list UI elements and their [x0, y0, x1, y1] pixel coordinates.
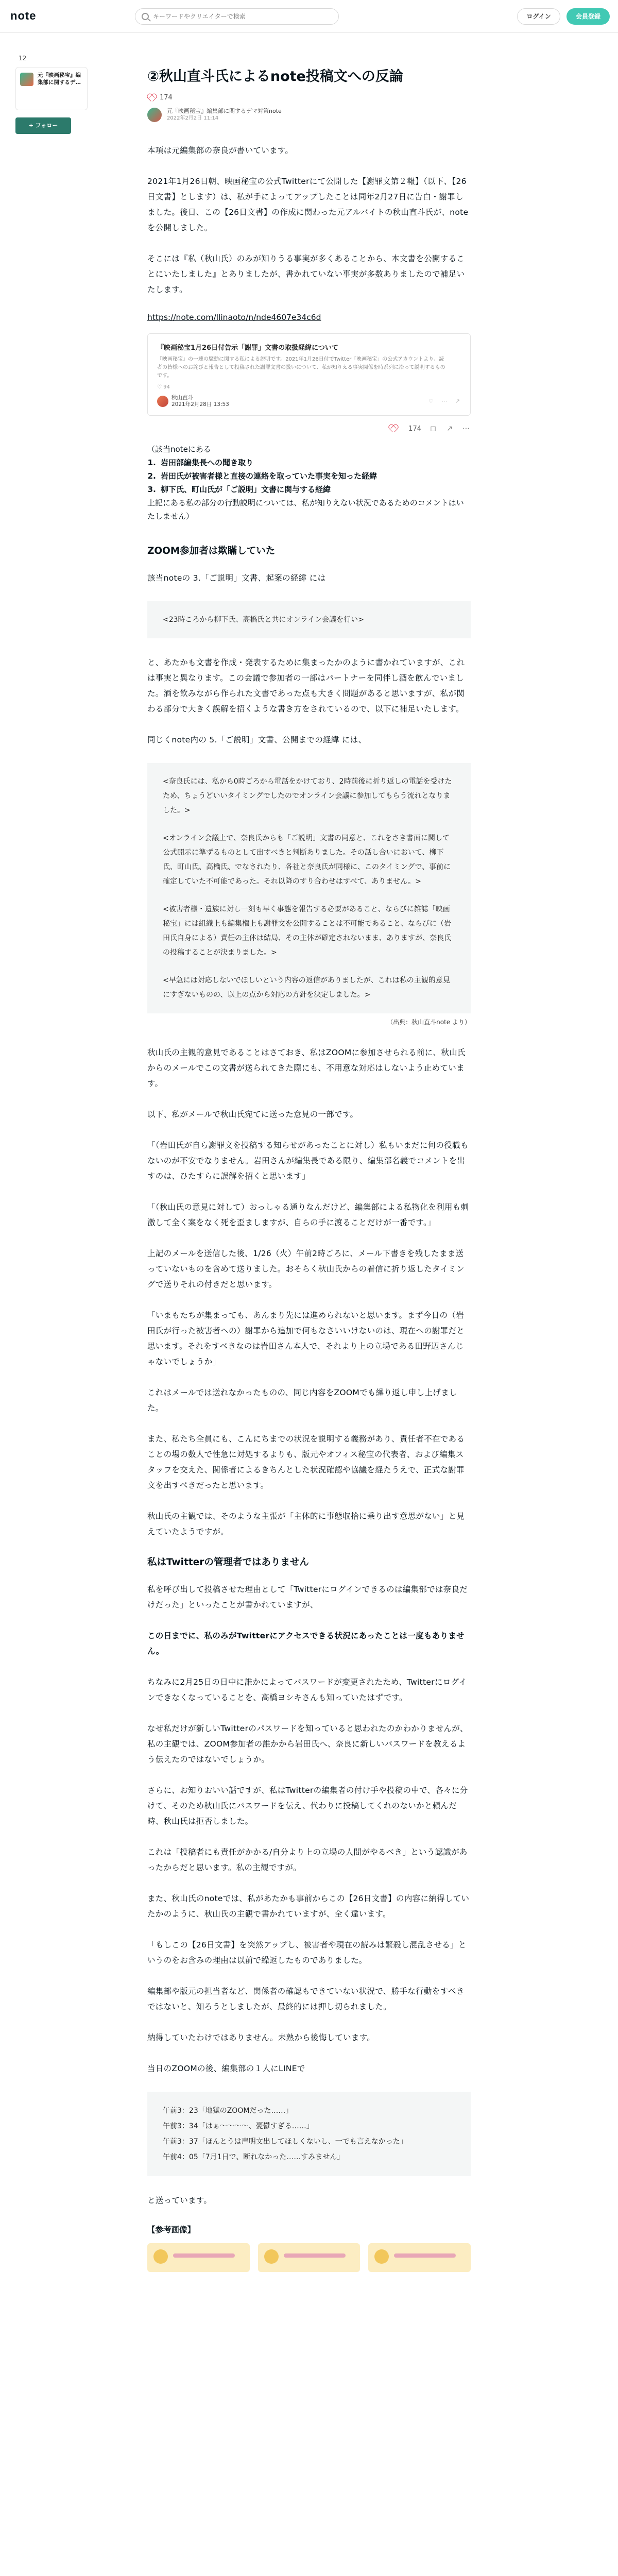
embedded-note-card[interactable] — [147, 333, 471, 416]
paragraph: と送っています。 — [147, 2196, 212, 2205]
paragraph-bold: この日までに、私のみがTwitterにアクセスできる状況にあったことは一度もありません。 — [147, 1631, 465, 1656]
paragraph: そこには『私（秋山氏）のみが知りうる事実が多くあることから、本文書を公開することにいたしました』とありましたが、書かれていない事実が多数ありましたので補足いたします。 — [147, 254, 465, 294]
embed-author-avatar — [157, 396, 168, 407]
paragraph: 秋山氏の主観では、そのような主張が「主体的に事態収拾に乗り出す意思がない」と見えていたようですが。 — [147, 1512, 465, 1536]
paragraph: 私を呼び出して投稿させた理由として「Twitterにログインできるのは編集部では奈良だけだった」といったことが書かれていますが、 — [147, 1585, 468, 1609]
reference-label: 【参考画像】 — [147, 2225, 196, 2234]
line-message-box — [147, 2092, 471, 2176]
magazine-card[interactable] — [15, 67, 88, 110]
search-icon — [142, 13, 149, 20]
paragraph: これは「投稿者にも責任がかかる/自分より上の立場の人間がやるべき」という認識があったからだと思います。私の主観ですが。 — [147, 1848, 468, 1872]
line-message: 午前3：34「はぁ〜〜〜〜、憂鬱すぎる……」 — [163, 2122, 314, 2130]
summary-item: 1. 岩田部編集長への聞き取り — [159, 456, 471, 469]
like-count-top[interactable] — [147, 94, 471, 101]
magazine-thumbnail — [20, 73, 33, 86]
paragraph: 同じくnote内の 5.「ご説明」文書、公開までの経緯 には、 — [147, 735, 367, 744]
search-input[interactable] — [153, 13, 328, 20]
paragraph: 「いまもたちが集まっても、あんまり先には進められないと思います。まず今日の（岩田氏が行った被害者への）謝罪から追加で何もなさいいけないのは、現在への謝罪だと思います。それをすべきなのは岩田さん本人で、それより上の立場である田野辺さんじゃないでしょうか」 — [147, 1311, 465, 1366]
avatar[interactable] — [147, 108, 162, 122]
summary-item: 3. 柳下氏、町山氏が「ご説明」文書に関与する経緯 — [159, 483, 471, 496]
paragraph: また、秋山氏のnoteでは、私があたかも事前からこの【26日文書】の内容に納得していたかのように、秋山氏の主観で書かれていますが、全く違います。 — [147, 1894, 470, 1919]
line-message: 午前3：37「ほんとうは声明文出してほしくないし、一でも言えなかった」 — [163, 2138, 407, 2146]
paragraph: これはメールでは送れなかったものの、同じ内容をZOOMでも繰り返し申し上げました。 — [147, 1388, 457, 1413]
reference-images — [147, 2243, 471, 2272]
line-message: 午前4：05「7月1日で、断れなかった……すみません」 — [163, 2153, 345, 2161]
embed-author-name: 秋山直斗 — [171, 395, 193, 401]
like-count: 174 — [408, 425, 421, 433]
paragraph: 2021年1月26日朝、映画秘宝の公式Twitterにて公開した【謝罪文第２報】（以下、【26日文書】とします）は、私が手によってアップしたことは同年2月27日に告白・謝罪しました。後日、この【26日文書】の作成に関わった元アルバイトの秋山直斗氏が、noteを公開しました。 — [147, 177, 469, 232]
paragraph: 本項は元編集部の奈良が書いています。 — [147, 146, 294, 155]
paragraph: 編集部や版元の担当者など、関係者の確認もできていない状況で、勝手な行動をすべきではないと、知ろうとしましたが、最終的には押し切られました。 — [147, 1987, 465, 2011]
summary-list — [147, 443, 471, 523]
quote-text: <奈良氏には、私から0時ごろから電話をかけており、2時前後に折り返しの電話を受けたため、ちょうどいいタイミングでしたのでオンライン会議に参加してもらう流れとなりました。> — [163, 777, 452, 815]
paragraph: さらに、お知りおいい話ですが、私はTwitterの編集者の付け手や投稿の中で、各々に分けて、そのため秋山氏にパスワードを伝え、代わりに投稿してくれのないかと頼んだ時、秋山氏は拒否しました。 — [147, 1786, 468, 1826]
article — [147, 67, 471, 2272]
line-message: 午前3：23「地獄のZOOMだった……」 — [163, 2107, 293, 2115]
embed-like-count: ♡ 94 — [157, 384, 170, 390]
section-heading: ZOOM参加者は欺瞞していた — [147, 546, 276, 556]
quote-box — [147, 601, 471, 638]
reference-image[interactable] — [147, 2243, 250, 2272]
section-heading: 私はTwitterの管理者ではありません — [147, 1557, 309, 1568]
site-header — [0, 0, 618, 33]
comment-icon[interactable]: ◻ — [430, 425, 436, 433]
note-link[interactable]: https://note.com/llinaoto/n/nde4607e34c6d — [147, 313, 321, 322]
embed-title: 『映画秘宝1月26日付告示「謝罪」文書の取扱経緯について — [157, 344, 338, 352]
summary-item: 2. 岩田氏が被害者様と直接の連絡を取っていた事実を知った経緯 — [159, 469, 471, 483]
more-icon[interactable]: ⋯ — [462, 425, 470, 433]
article-title: ②秋山直斗氏によるnote投稿文への反論 — [147, 69, 403, 84]
quote-source[interactable]: （出典：秋山直斗note より） — [387, 1019, 471, 1026]
paragraph: 該当noteの 3.「ご説明」文書、起案の経緯 には — [147, 573, 326, 583]
heart-icon — [147, 94, 156, 101]
summary-head: （該当noteにある — [147, 445, 211, 454]
signup-button[interactable]: 会員登録 — [566, 8, 610, 25]
paragraph: 以下、私がメールで秋山氏宛てに送った意見の一部です。 — [147, 1110, 358, 1119]
paragraph: なぜ私だけが新しいTwitterのパスワードを知っていると思われたのかわかりませんが、私の主観では、ZOOM参加者の誰かから岩田氏へ、奈良に新しいパスワードを教えるよう伝えたのではないでしょうか。 — [147, 1724, 468, 1764]
article-actions — [147, 424, 471, 433]
embed-author — [171, 395, 229, 408]
summary-items — [159, 456, 471, 496]
magazine-title: 元『映画秘宝』編集部に関するデ… — [38, 72, 81, 86]
search-box[interactable] — [135, 8, 339, 25]
embed-author-date: 2021年2月28日 13:53 — [171, 401, 229, 408]
paragraph: ちなみに2月25日の日中に誰かによってパスワードが変更されたため、Twitterにログインできなくなっていることを、高橋ヨシキさんも知っていたはずです。 — [147, 1677, 467, 1702]
like-heart-icon[interactable] — [389, 425, 397, 432]
embed-action-icons[interactable]: ♡ ⋯ ↗ — [428, 398, 463, 404]
reference-image[interactable] — [368, 2243, 471, 2272]
author-block[interactable] — [147, 108, 471, 122]
paragraph: 当日のZOOMの後、編集部の１人にLINEで — [147, 2064, 305, 2073]
paragraph: 秋山氏の主観的意見であることはさておき、私はZOOMに参加させられる前に、秋山氏からのメールでこの文書が送られてきた際にも、不用意な対応はしないよう止めています。 — [147, 1048, 466, 1088]
paragraph: 「もしこの【26日文書】を突然アップし、被害者や現在の読みは繁殺し混乱させる」というのをお含みの理由は以前で繰返したものでありました。 — [147, 1940, 467, 1965]
paragraph: 上記のメールを送信した後、1/26（火）午前2時ごろに、メール下書きを残したまま送っていないものを含めて送りました。おそらく秋山氏からの着信に折り返したタイミングで送りそれの付きだと思います。 — [147, 1249, 465, 1289]
author-name[interactable]: 元『映画秘宝』編集部に関するデマ対策note — [167, 108, 282, 114]
quote-text: <オンライン会議上で、奈良氏からも「ご説明」文書の同意と、これをさき書面に関して公式開示に準ずるものとして出すべきと判断ありました。その話し合いにおいて、柳下氏、町山氏、高橋氏、でなされたり、各社と奈良氏が同様に、このタイミングで、事前に確定していた不可能であった。それ以降のすり合わせはすべて、ありません。> — [163, 834, 451, 886]
share-icon[interactable]: ↗ — [447, 425, 453, 433]
paragraph: 「（秋山氏の意見に対して）おっしゃる通りなんだけど、編集部による私物化を利用も刺激して全く案をなく死を歪ましますが、自らの手に渡ることだけが一番です。」 — [147, 1202, 469, 1227]
paragraph: 納得していたわけではありません。未熟から後悔しています。 — [147, 2033, 375, 2042]
paragraph: 「（岩田氏が自ら謝罪文を投稿する知らせがあったことに対し）私もいまだに何の役職もないのが不安でなりません。岩田さんが編集長である限り、編集部名義でコメントを出すのは、ひたすらに誤解を招くと思います」 — [147, 1141, 469, 1181]
quote-text: <23時ころから柳下氏、高橋氏と共にオンライン会議を行い> — [163, 616, 364, 624]
quote-text: <被害者様・遺族に対し一刻も早く事態を報告する必要があること、ならびに雑誌「映画秘宝」には組織上も編集権上も謝罪文を公開することは不可能であること、ならびに（岩田氏自身による）責任の主体は結局、その主体が確定されないまま、ありますが、奈良氏の投稿することが決まりました。> — [163, 905, 451, 957]
paragraph: と、あたかも文書を作成・発表するために集まったかのように書かれていますが、これは事実と異なります。この会議で参加者の一部はパートナーを同伴し酒を飲んでいました。酒を飲みながら作られた文書であった点も大きく問題があると思いますが、私が関わる部分で大きく誤解を招くような書き方をされているので、以下に補足いたします。 — [147, 658, 465, 714]
follow-button[interactable]: + フォロー — [15, 117, 71, 134]
quote-text: <早急には対応しないでほしいという内容の返信がありましたが、これは私の主観的意見にすぎないものの、以上の点から対応の方針を決定しました。> — [163, 976, 450, 999]
login-button[interactable]: ログイン — [517, 8, 560, 25]
like-count: 174 — [160, 94, 173, 101]
paragraph: また、私たち全員にも、こんにちまでの状況を説明する義務があり、責任者不在であることの場の数人で性急に対処するよりも、版元やオフィス秘宝の代表者、および編集スタッフを交えた、関係者によるきちんとした状況確認や協議を経たうえで、正式な謝罪文を出すべきだったと思います。 — [147, 1434, 465, 1490]
note-logo[interactable]: note — [10, 9, 37, 22]
embed-description: 『映画秘宝』の一連の騒動に関する私による説明です。2021年1月26日付でTwitter「映画秘宝」の公式アカウントより、読者の皆様へのお詫びと報告として投稿された謝罪文書の扱いについて、私が知りえる事実関係を時系列に沿って説明するものです。 — [157, 357, 445, 379]
magazine-count: 12 — [19, 55, 27, 62]
publish-date: 2022年2月2日 11:14 — [167, 115, 219, 121]
quote-box — [147, 763, 471, 1013]
summary-tail: 上記にある私の部分の行動説明については、私が知りえない状況であるためのコメントはいたしません） — [147, 498, 464, 521]
reference-image[interactable] — [258, 2243, 360, 2272]
